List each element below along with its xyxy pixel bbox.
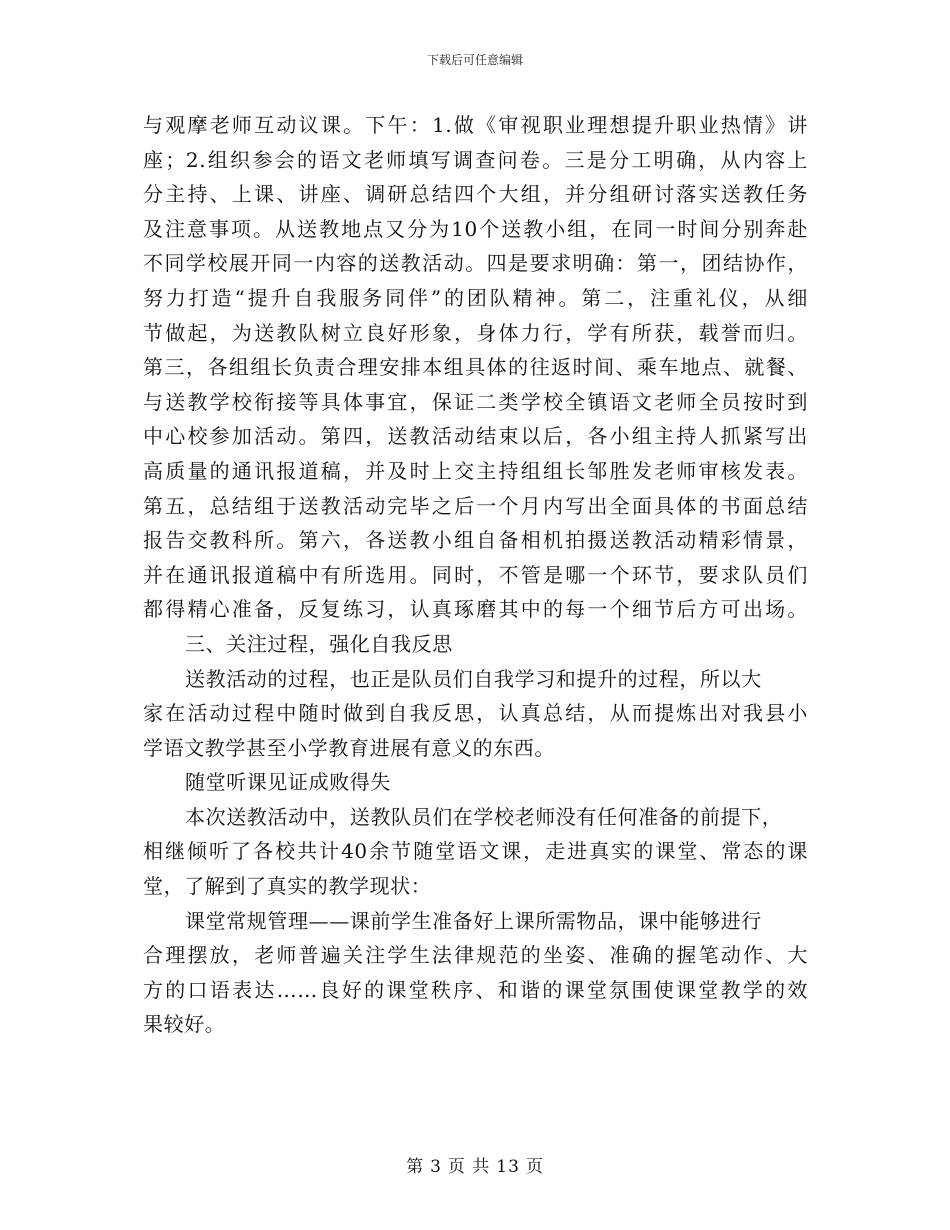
section-heading: 三、关注过程，强化自我反思	[185, 631, 453, 656]
total-page-count: 13	[496, 1157, 520, 1177]
paragraph-line: 方的口语表达……良好的课堂秩序、和谐的课堂氛围使课堂教学的效	[143, 977, 808, 1002]
paragraph-line: 果较好。	[143, 1012, 226, 1037]
paragraph-line: 座；2.组织参会的语文老师填写调查问卷。三是分工明确，从内容上	[143, 147, 808, 172]
paragraph-line: 本次送教活动中，送教队员们在学校老师没有任何准备的前提下，	[185, 804, 783, 829]
footer-prefix: 第	[406, 1157, 425, 1177]
paragraph-line: 并在通讯报道稿中有所选用。同时，不管是哪一个环节，要求队员们	[143, 562, 808, 587]
paragraph-line: 堂，了解到了真实的教学现状：	[143, 874, 432, 899]
paragraph-line: 努力打造“提升自我服务同伴”的团队精神。第二，注重礼仪，从细	[143, 285, 808, 310]
paragraph-line: 送教活动的过程，也正是队员们自我学习和提升的过程，所以大	[185, 666, 762, 691]
current-page-number: 3	[430, 1157, 442, 1177]
paragraph-line: 相继倾听了各校共计40余节随堂语文课，走进真实的课堂、常态的课	[143, 839, 808, 864]
paragraph-line: 分主持、上课、讲座、调研总结四个大组，并分组研讨落实送教任务	[143, 182, 808, 207]
paragraph-line: 第三，各组组长负责合理安排本组具体的往返时间、乘车地点、就餐、	[143, 355, 808, 380]
footer-middle: 页 共	[447, 1157, 491, 1177]
paragraph-line: 高质量的通讯报道稿，并及时上交主持组组长邹胜发老师审核发表。	[143, 458, 808, 483]
page-footer	[0, 1156, 950, 1178]
paragraph-line: 课堂常规管理——课前学生准备好上课所需物品，课中能够进行	[185, 908, 762, 933]
paragraph-line: 与观摩老师互动议课。下午：1.做《审视职业理想提升职业热情》讲	[143, 113, 808, 137]
page-header: 下载后可任意编辑	[426, 53, 523, 67]
paragraph-line: 与送教学校衔接等具体事宜，保证二类学校全镇语文老师全员按时到	[143, 389, 808, 414]
paragraph-line: 及注意事项。从送教地点又分为10个送教小组，在同一时间分别奔赴	[143, 216, 808, 241]
paragraph-line: 学语文教学甚至小学教育进展有意义的东西。	[143, 735, 555, 760]
paragraph-line: 合理摆放，老师普遍关注学生法律规范的坐姿、准确的握笔动作、大	[143, 943, 808, 968]
paragraph-line: 不同学校展开同一内容的送教活动。四是要求明确：第一，团结协作，	[143, 251, 808, 276]
paragraph-line: 中心校参加活动。第四，送教活动结束以后，各小组主持人抓紧写出	[143, 424, 808, 449]
paragraph-line: 第五，总结组于送教活动完毕之后一个月内写出全面具体的书面总结	[143, 493, 808, 518]
paragraph-line: 节做起，为送教队树立良好形象，身体力行，学有所获，载誉而归。	[143, 320, 808, 345]
footer-suffix: 页	[525, 1157, 544, 1177]
paragraph-line: 都得精心准备，反复练习，认真琢磨其中的每一个细节后方可出场。	[143, 597, 808, 622]
paragraph-line: 家在活动过程中随时做到自我反思，认真总结，从而提炼出对我县小	[143, 701, 808, 726]
document-body	[143, 108, 808, 1042]
subsection-heading: 随堂听课见证成败得失	[185, 770, 391, 795]
paragraph-line: 报告交教科所。第六，各送教小组自备相机拍摄送教活动精彩情景，	[143, 528, 808, 553]
